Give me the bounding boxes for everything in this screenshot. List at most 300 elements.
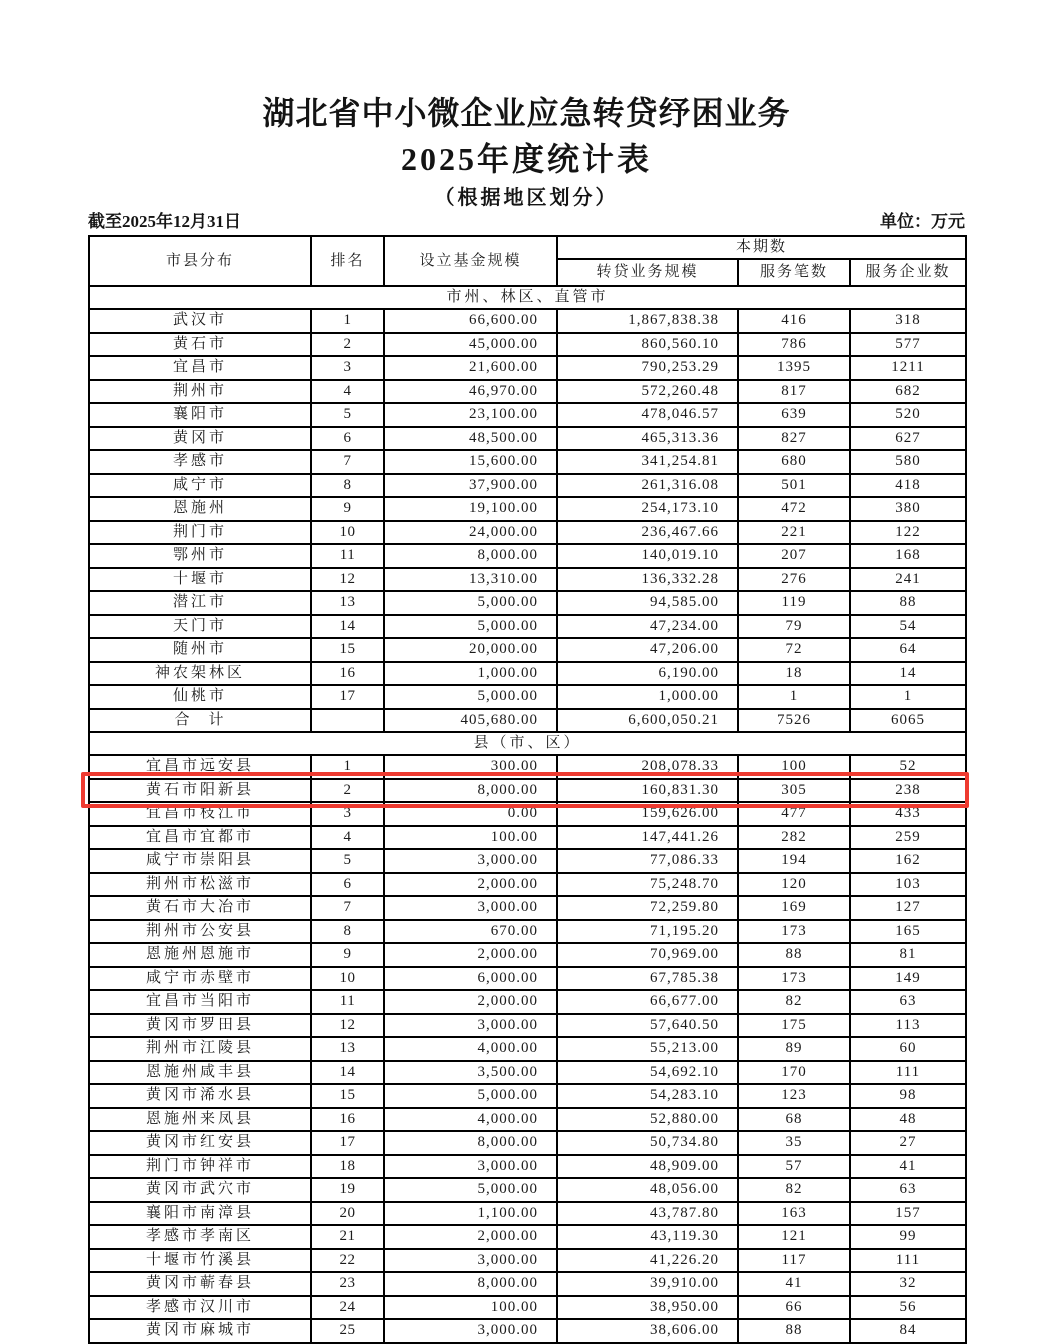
enterprise-count-cell: 99 (850, 1225, 966, 1249)
enterprise-count-cell: 41 (850, 1155, 966, 1179)
section-title: 市州、林区、直管市 (89, 286, 966, 309)
enterprise-count-cell: 63 (850, 1178, 966, 1202)
enterprise-count-cell: 238 (850, 779, 966, 803)
region-cell: 宜昌市枝江市 (89, 802, 311, 826)
service-count-cell: 305 (738, 779, 850, 803)
document-subtitle: （根据地区划分） (434, 187, 619, 209)
region-cell: 黄石市阳新县 (89, 779, 311, 803)
fund-scale-cell: 13,310.00 (384, 568, 557, 592)
region-cell: 黄冈市武穴市 (89, 1178, 311, 1202)
loan-scale-cell: 71,195.20 (557, 920, 738, 944)
rank-cell: 15 (311, 1084, 384, 1108)
enterprise-count-cell: 48 (850, 1108, 966, 1132)
loan-scale-cell: 136,332.28 (557, 568, 738, 592)
fund-scale-cell: 1,000.00 (384, 662, 557, 686)
loan-scale-cell: 48,909.00 (557, 1155, 738, 1179)
rank-cell: 13 (311, 591, 384, 615)
rank-cell: 14 (311, 615, 384, 639)
fund-scale-cell: 8,000.00 (384, 1272, 557, 1296)
region-cell: 天门市 (89, 615, 311, 639)
fund-scale-cell: 1,100.00 (384, 1202, 557, 1226)
table-row (89, 497, 966, 521)
loan-scale-cell: 52,880.00 (557, 1108, 738, 1132)
fund-scale-cell: 5,000.00 (384, 1178, 557, 1202)
fund-scale-cell: 6,000.00 (384, 967, 557, 991)
loan-scale-cell: 38,950.00 (557, 1296, 738, 1320)
region-cell: 黄冈市罗田县 (89, 1014, 311, 1038)
service-count-cell: 123 (738, 1084, 850, 1108)
rank-cell: 20 (311, 1202, 384, 1226)
enterprise-count-cell: 149 (850, 967, 966, 991)
region-cell: 孝感市 (89, 450, 311, 474)
service-count-cell: 175 (738, 1014, 850, 1038)
loan-scale-cell: 790,253.29 (557, 356, 738, 380)
document-title-line2: 2025年度统计表 (400, 141, 652, 177)
loan-scale-cell: 254,173.10 (557, 497, 738, 521)
rank-cell: 17 (311, 1131, 384, 1155)
loan-scale-cell: 572,260.48 (557, 380, 738, 404)
loan-scale-cell: 47,206.00 (557, 638, 738, 662)
region-cell: 宜昌市宜都市 (89, 826, 311, 850)
enterprise-count-cell: 577 (850, 333, 966, 357)
region-cell: 黄冈市红安县 (89, 1131, 311, 1155)
enterprise-count-cell: 32 (850, 1272, 966, 1296)
enterprise-count-cell: 63 (850, 990, 966, 1014)
loan-scale-cell: 1,000.00 (557, 685, 738, 709)
loan-scale-cell: 50,734.80 (557, 1131, 738, 1155)
service-count-cell: 282 (738, 826, 850, 850)
service-count-cell: 120 (738, 873, 850, 897)
service-count-cell: 68 (738, 1108, 850, 1132)
rank-cell: 4 (311, 826, 384, 850)
region-cell: 荆门市钟祥市 (89, 1155, 311, 1179)
loan-scale-cell: 70,969.00 (557, 943, 738, 967)
fund-scale-cell: 66,600.00 (384, 309, 557, 333)
table-header (89, 236, 966, 286)
fund-scale-cell: 4,000.00 (384, 1108, 557, 1132)
rank-cell: 9 (311, 497, 384, 521)
fund-scale-cell: 3,000.00 (384, 1014, 557, 1038)
fund-scale-cell: 3,000.00 (384, 1249, 557, 1273)
enterprise-count-cell: 81 (850, 943, 966, 967)
table-row (89, 873, 966, 897)
table-row (89, 544, 966, 568)
col-header-region: 市县分布 (89, 236, 311, 286)
table-row (89, 1249, 966, 1273)
service-count-cell: 817 (738, 380, 850, 404)
table-wrap (88, 235, 965, 1344)
loan-scale-cell: 6,190.00 (557, 662, 738, 686)
enterprise-count-cell: 14 (850, 662, 966, 686)
service-count-cell: 121 (738, 1225, 850, 1249)
loan-scale-cell: 6,600,050.21 (557, 709, 738, 733)
rank-cell: 23 (311, 1272, 384, 1296)
loan-scale-cell: 38,606.00 (557, 1319, 738, 1343)
loan-scale-cell: 94,585.00 (557, 591, 738, 615)
enterprise-count-cell: 84 (850, 1319, 966, 1343)
fund-scale-cell: 48,500.00 (384, 427, 557, 451)
service-count-cell: 57 (738, 1155, 850, 1179)
loan-scale-cell: 236,467.66 (557, 521, 738, 545)
region-cell: 咸宁市崇阳县 (89, 849, 311, 873)
region-cell: 鄂州市 (89, 544, 311, 568)
fund-scale-cell: 21,600.00 (384, 356, 557, 380)
enterprise-count-cell: 259 (850, 826, 966, 850)
total-row (89, 709, 966, 733)
region-cell: 黄冈市 (89, 427, 311, 451)
fund-scale-cell: 100.00 (384, 826, 557, 850)
loan-scale-cell: 55,213.00 (557, 1037, 738, 1061)
service-count-cell: 1 (738, 685, 850, 709)
table-row (89, 615, 966, 639)
service-count-cell: 82 (738, 1178, 850, 1202)
enterprise-count-cell: 165 (850, 920, 966, 944)
fund-scale-cell: 300.00 (384, 755, 557, 779)
enterprise-count-cell: 433 (850, 802, 966, 826)
table-row (89, 1202, 966, 1226)
table-row (89, 1272, 966, 1296)
table-row (89, 990, 966, 1014)
loan-scale-cell: 159,626.00 (557, 802, 738, 826)
table-row (89, 1108, 966, 1132)
region-cell: 咸宁市 (89, 474, 311, 498)
service-count-cell: 1395 (738, 356, 850, 380)
fund-scale-cell: 8,000.00 (384, 1131, 557, 1155)
fund-scale-cell: 46,970.00 (384, 380, 557, 404)
enterprise-count-cell: 162 (850, 849, 966, 873)
region-cell: 仙桃市 (89, 685, 311, 709)
loan-scale-cell: 47,234.00 (557, 615, 738, 639)
enterprise-count-cell: 682 (850, 380, 966, 404)
enterprise-count-cell: 27 (850, 1131, 966, 1155)
region-cell: 荆门市 (89, 521, 311, 545)
enterprise-count-cell: 88 (850, 591, 966, 615)
loan-scale-cell: 54,283.10 (557, 1084, 738, 1108)
service-count-cell: 786 (738, 333, 850, 357)
service-count-cell: 7526 (738, 709, 850, 733)
enterprise-count-cell: 580 (850, 450, 966, 474)
fund-scale-cell: 5,000.00 (384, 615, 557, 639)
loan-scale-cell: 77,086.33 (557, 849, 738, 873)
service-count-cell: 79 (738, 615, 850, 639)
fund-scale-cell: 5,000.00 (384, 591, 557, 615)
col-header-loan-scale: 转贷业务规模 (557, 259, 738, 286)
service-count-cell: 173 (738, 920, 850, 944)
loan-scale-cell: 72,259.80 (557, 896, 738, 920)
fund-scale-cell: 2,000.00 (384, 1225, 557, 1249)
region-cell: 宜昌市 (89, 356, 311, 380)
region-cell: 荆州市江陵县 (89, 1037, 311, 1061)
service-count-cell: 680 (738, 450, 850, 474)
fund-scale-cell: 405,680.00 (384, 709, 557, 733)
rank-cell: 5 (311, 403, 384, 427)
service-count-cell: 194 (738, 849, 850, 873)
rank-cell: 2 (311, 333, 384, 357)
rank-cell: 1 (311, 309, 384, 333)
service-count-cell: 18 (738, 662, 850, 686)
enterprise-count-cell: 60 (850, 1037, 966, 1061)
enterprise-count-cell: 418 (850, 474, 966, 498)
region-cell: 荆州市松滋市 (89, 873, 311, 897)
rank-cell: 17 (311, 685, 384, 709)
table-row (89, 450, 966, 474)
fund-scale-cell: 3,000.00 (384, 1155, 557, 1179)
loan-scale-cell: 465,313.36 (557, 427, 738, 451)
fund-scale-cell: 23,100.00 (384, 403, 557, 427)
col-header-service-count: 服务笔数 (738, 259, 850, 286)
table-row (89, 356, 966, 380)
enterprise-count-cell: 6065 (850, 709, 966, 733)
table-row (89, 943, 966, 967)
enterprise-count-cell: 157 (850, 1202, 966, 1226)
table-row (89, 638, 966, 662)
service-count-cell: 169 (738, 896, 850, 920)
rank-cell: 16 (311, 662, 384, 686)
region-cell: 恩施州恩施市 (89, 943, 311, 967)
service-count-cell: 639 (738, 403, 850, 427)
loan-scale-cell: 39,910.00 (557, 1272, 738, 1296)
document-title-line1: 湖北省中小微企业应急转贷纾困业务 (262, 95, 791, 131)
rank-cell: 3 (311, 356, 384, 380)
fund-scale-cell: 3,000.00 (384, 1319, 557, 1343)
enterprise-count-cell: 111 (850, 1061, 966, 1085)
enterprise-count-cell: 111 (850, 1249, 966, 1273)
fund-scale-cell: 8,000.00 (384, 779, 557, 803)
table-row (89, 380, 966, 404)
enterprise-count-cell: 318 (850, 309, 966, 333)
fund-scale-cell: 5,000.00 (384, 1084, 557, 1108)
loan-scale-cell: 160,831.30 (557, 779, 738, 803)
rank-cell: 2 (311, 779, 384, 803)
service-count-cell: 100 (738, 755, 850, 779)
table-row (89, 685, 966, 709)
table-row (89, 591, 966, 615)
loan-scale-cell: 208,078.33 (557, 755, 738, 779)
region-cell: 荆州市 (89, 380, 311, 404)
service-count-cell: 416 (738, 309, 850, 333)
col-header-fund-scale: 设立基金规模 (384, 236, 557, 286)
fund-scale-cell: 0.00 (384, 802, 557, 826)
table-row (89, 333, 966, 357)
table-row (89, 826, 966, 850)
region-cell: 潜江市 (89, 591, 311, 615)
table-row (89, 802, 966, 826)
service-count-cell: 66 (738, 1296, 850, 1320)
table-row (89, 1155, 966, 1179)
enterprise-count-cell: 1 (850, 685, 966, 709)
table-row (89, 1296, 966, 1320)
rank-cell: 19 (311, 1178, 384, 1202)
region-cell: 神农架林区 (89, 662, 311, 686)
rank-cell: 6 (311, 873, 384, 897)
service-count-cell: 35 (738, 1131, 850, 1155)
service-count-cell: 41 (738, 1272, 850, 1296)
fund-scale-cell: 100.00 (384, 1296, 557, 1320)
rank-cell: 12 (311, 1014, 384, 1038)
fund-scale-cell: 2,000.00 (384, 990, 557, 1014)
col-header-enterprise-count: 服务企业数 (850, 259, 966, 286)
rank-cell: 7 (311, 896, 384, 920)
rank-cell: 3 (311, 802, 384, 826)
table-row (89, 1225, 966, 1249)
enterprise-count-cell: 98 (850, 1084, 966, 1108)
region-cell: 宜昌市远安县 (89, 755, 311, 779)
table-row (89, 755, 966, 779)
section-header-row (89, 286, 966, 309)
service-count-cell: 173 (738, 967, 850, 991)
region-cell: 恩施州来凤县 (89, 1108, 311, 1132)
header-row-top (89, 236, 966, 259)
region-cell: 黄石市大冶市 (89, 896, 311, 920)
loan-scale-cell: 48,056.00 (557, 1178, 738, 1202)
table-row (89, 521, 966, 545)
fund-scale-cell: 5,000.00 (384, 685, 557, 709)
region-cell: 黄石市 (89, 333, 311, 357)
fund-scale-cell: 8,000.00 (384, 544, 557, 568)
table-row (89, 1319, 966, 1343)
enterprise-count-cell: 103 (850, 873, 966, 897)
enterprise-count-cell: 64 (850, 638, 966, 662)
table-row (89, 779, 966, 803)
fund-scale-cell: 15,600.00 (384, 450, 557, 474)
table-row (89, 849, 966, 873)
service-count-cell: 88 (738, 943, 850, 967)
service-count-cell: 88 (738, 1319, 850, 1343)
rank-cell: 9 (311, 943, 384, 967)
loan-scale-cell: 261,316.08 (557, 474, 738, 498)
rank-cell: 25 (311, 1319, 384, 1343)
enterprise-count-cell: 54 (850, 615, 966, 639)
region-cell: 武汉市 (89, 309, 311, 333)
fund-scale-cell: 24,000.00 (384, 521, 557, 545)
table-row (89, 427, 966, 451)
loan-scale-cell: 1,867,838.38 (557, 309, 738, 333)
service-count-cell: 117 (738, 1249, 850, 1273)
table-row (89, 1178, 966, 1202)
fund-scale-cell: 3,500.00 (384, 1061, 557, 1085)
loan-scale-cell: 860,560.10 (557, 333, 738, 357)
rank-cell (311, 709, 384, 733)
region-cell: 襄阳市南漳县 (89, 1202, 311, 1226)
enterprise-count-cell: 168 (850, 544, 966, 568)
region-cell: 襄阳市 (89, 403, 311, 427)
region-cell: 十堰市 (89, 568, 311, 592)
service-count-cell: 89 (738, 1037, 850, 1061)
region-cell: 黄冈市蕲春县 (89, 1272, 311, 1296)
fund-scale-cell: 3,000.00 (384, 849, 557, 873)
region-cell: 恩施州咸丰县 (89, 1061, 311, 1085)
col-header-current-period: 本期数 (557, 236, 966, 259)
rank-cell: 1 (311, 755, 384, 779)
table-row (89, 1061, 966, 1085)
region-cell: 恩施州 (89, 497, 311, 521)
rank-cell: 22 (311, 1249, 384, 1273)
service-count-cell: 119 (738, 591, 850, 615)
service-count-cell: 82 (738, 990, 850, 1014)
loan-scale-cell: 140,019.10 (557, 544, 738, 568)
loan-scale-cell: 67,785.38 (557, 967, 738, 991)
region-cell: 咸宁市赤壁市 (89, 967, 311, 991)
enterprise-count-cell: 127 (850, 896, 966, 920)
loan-scale-cell: 478,046.57 (557, 403, 738, 427)
rank-cell: 8 (311, 920, 384, 944)
rank-cell: 12 (311, 568, 384, 592)
rank-cell: 11 (311, 990, 384, 1014)
service-count-cell: 501 (738, 474, 850, 498)
table-row (89, 1131, 966, 1155)
service-count-cell: 827 (738, 427, 850, 451)
fund-scale-cell: 37,900.00 (384, 474, 557, 498)
section-title: 县（市、区） (89, 732, 966, 755)
service-count-cell: 170 (738, 1061, 850, 1085)
rank-cell: 11 (311, 544, 384, 568)
fund-scale-cell: 19,100.00 (384, 497, 557, 521)
region-cell: 十堰市竹溪县 (89, 1249, 311, 1273)
service-count-cell: 276 (738, 568, 850, 592)
service-count-cell: 472 (738, 497, 850, 521)
rank-cell: 21 (311, 1225, 384, 1249)
as-of-date-note: 截至2025年12月31日 (88, 212, 241, 231)
service-count-cell: 221 (738, 521, 850, 545)
region-cell: 孝感市汉川市 (89, 1296, 311, 1320)
region-cell: 合 计 (89, 709, 311, 733)
table-row (89, 403, 966, 427)
unit-note: 单位：万元 (880, 212, 965, 231)
enterprise-count-cell: 122 (850, 521, 966, 545)
table-row (89, 896, 966, 920)
rank-cell: 5 (311, 849, 384, 873)
region-cell: 荆州市公安县 (89, 920, 311, 944)
loan-scale-cell: 57,640.50 (557, 1014, 738, 1038)
table-row (89, 1084, 966, 1108)
table-row (89, 568, 966, 592)
table-body (89, 286, 966, 1343)
region-cell: 黄冈市浠水县 (89, 1084, 311, 1108)
statistics-table (88, 235, 967, 1344)
loan-scale-cell: 41,226.20 (557, 1249, 738, 1273)
table-row (89, 1014, 966, 1038)
service-count-cell: 207 (738, 544, 850, 568)
region-cell: 孝感市孝南区 (89, 1225, 311, 1249)
fund-scale-cell: 45,000.00 (384, 333, 557, 357)
table-row (89, 967, 966, 991)
rank-cell: 24 (311, 1296, 384, 1320)
meta-row (88, 210, 965, 234)
service-count-cell: 72 (738, 638, 850, 662)
enterprise-count-cell: 1211 (850, 356, 966, 380)
enterprise-count-cell: 113 (850, 1014, 966, 1038)
service-count-cell: 163 (738, 1202, 850, 1226)
region-cell: 宜昌市当阳市 (89, 990, 311, 1014)
rank-cell: 15 (311, 638, 384, 662)
table-row (89, 920, 966, 944)
loan-scale-cell: 75,248.70 (557, 873, 738, 897)
enterprise-count-cell: 520 (850, 403, 966, 427)
rank-cell: 4 (311, 380, 384, 404)
loan-scale-cell: 341,254.81 (557, 450, 738, 474)
rank-cell: 10 (311, 967, 384, 991)
region-cell: 黄冈市麻城市 (89, 1319, 311, 1343)
enterprise-count-cell: 627 (850, 427, 966, 451)
enterprise-count-cell: 241 (850, 568, 966, 592)
col-header-rank: 排名 (311, 236, 384, 286)
loan-scale-cell: 147,441.26 (557, 826, 738, 850)
region-cell: 随州市 (89, 638, 311, 662)
rank-cell: 7 (311, 450, 384, 474)
rank-cell: 13 (311, 1037, 384, 1061)
fund-scale-cell: 670.00 (384, 920, 557, 944)
fund-scale-cell: 2,000.00 (384, 873, 557, 897)
